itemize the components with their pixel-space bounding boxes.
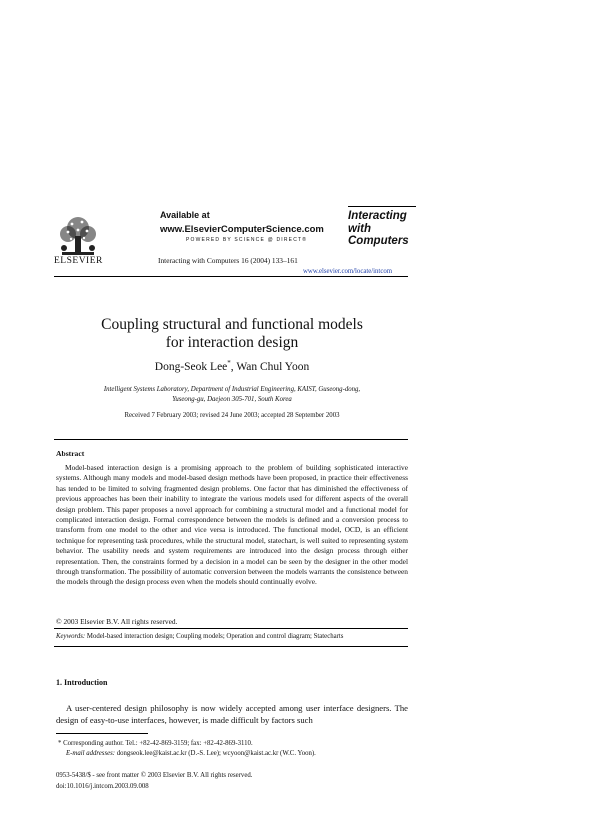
abstract-text: Model-based interaction design is a promising approach to the problem of building sophisticated interactive systems. Although many models and model-based design methods have been proposed, in practice their effectiveness has tended to be limited to solving fragmented design problems. One factor that has diminished the effectiveness of previous approaches has been their inability to integrate the various models used for different aspects of the overall design problem. This paper proposes a novel approach for combining a structural model and a functional model for complicated interaction design. Formal correspondence between the models is defined and a conversion process to transform from one model to the other and vice versa is introduced. The functional model, OCD, is an efficient technique for representing task procedures, while the structural model, statechart, is well suited to representing system behavior. The usability needs and system requirements are introduced into the design process through either representation. Then, the constraints formed by a decision in a model can be seen by the designer in the other model through transformation. The possibility of automatic conversion between the models warrants the consistence between the models through the design process even when the models should continually evolve. <box>56 463 408 587</box>
article-title <box>0 316 464 352</box>
journal-title-logo <box>348 210 409 248</box>
abstract-body <box>56 463 408 588</box>
journal-title-line: with <box>348 222 371 235</box>
title-line-2: for interaction design <box>165 334 299 351</box>
abstract-top-rule <box>54 439 408 440</box>
journal-rule <box>348 206 416 207</box>
available-at-label: Available at <box>160 210 210 220</box>
sciencedirect-link[interactable]: www.ElsevierComputerScience.com <box>160 224 324 235</box>
email-label: E-mail addresses: <box>66 750 116 757</box>
keywords-list: Model-based interaction design; Coupling models; Operation and control diagram; Statecharts <box>86 633 344 640</box>
title-line-1: Coupling structural and functional models <box>101 316 363 333</box>
journal-title-line: Interacting <box>348 210 407 222</box>
abstract-heading: Abstract <box>56 449 85 458</box>
affiliation <box>60 385 404 405</box>
publisher-name: ELSEVIER <box>54 256 103 266</box>
doi-link[interactable]: doi:10.1016/j.intcom.2003.09.008 <box>56 783 149 790</box>
keywords <box>56 633 343 640</box>
keywords-rule <box>54 628 408 629</box>
issn-line: 0953-5438/$ - see front matter © 2003 Elsevier B.V. All rights reserved. <box>56 772 253 779</box>
section-heading: 1. Introduction <box>56 678 108 687</box>
received-dates: Received 7 February 2003; revised 24 June 2003; accepted 28 September 2003 <box>124 412 340 419</box>
powered-by-label: POWERED BY SCIENCE @ DIRECT® <box>186 237 308 243</box>
intro-paragraph: A user-centered design philosophy is now widely accepted among user interface designers. The design of easy-to-use interfaces, however, is made difficult by factors such <box>56 703 408 725</box>
corresponding-footnote: * Corresponding author. Tel.: +82-42-869-3159; fax: +82-42-869-3110. <box>58 740 253 747</box>
abstract-copyright: © 2003 Elsevier B.V. All rights reserved. <box>56 617 178 626</box>
email-addresses[interactable]: dongseok.lee@kaist.ac.kr (D.-S. Lee); wcyoon@kaist.ac.kr (W.C. Yoon). <box>116 750 316 757</box>
header-divider <box>54 276 408 277</box>
email-footnote <box>66 750 316 757</box>
affiliation-line: Intelligent Systems Laboratory, Department of Industrial Engineering, KAIST, Guseong-dong, <box>103 386 361 393</box>
footnote-rule <box>56 733 148 734</box>
keywords-bottom-rule <box>54 646 408 647</box>
journal-citation: Interacting with Computers 16 (2004) 133–161 <box>158 256 298 265</box>
author-1: Dong-Seok Lee <box>154 360 228 373</box>
author-list <box>0 359 464 373</box>
affiliation-line: Yuseong-gu, Daejeon 305-701, South Korea <box>172 396 292 403</box>
corresponding-mark[interactable]: * <box>227 359 231 367</box>
journal-title-line: Computers <box>348 235 409 247</box>
author-2: , Wan Chul Yoon <box>230 360 310 373</box>
journal-url-link[interactable]: www.elsevier.com/locate/intcom <box>303 268 393 275</box>
keywords-label: Keywords: <box>56 633 86 640</box>
